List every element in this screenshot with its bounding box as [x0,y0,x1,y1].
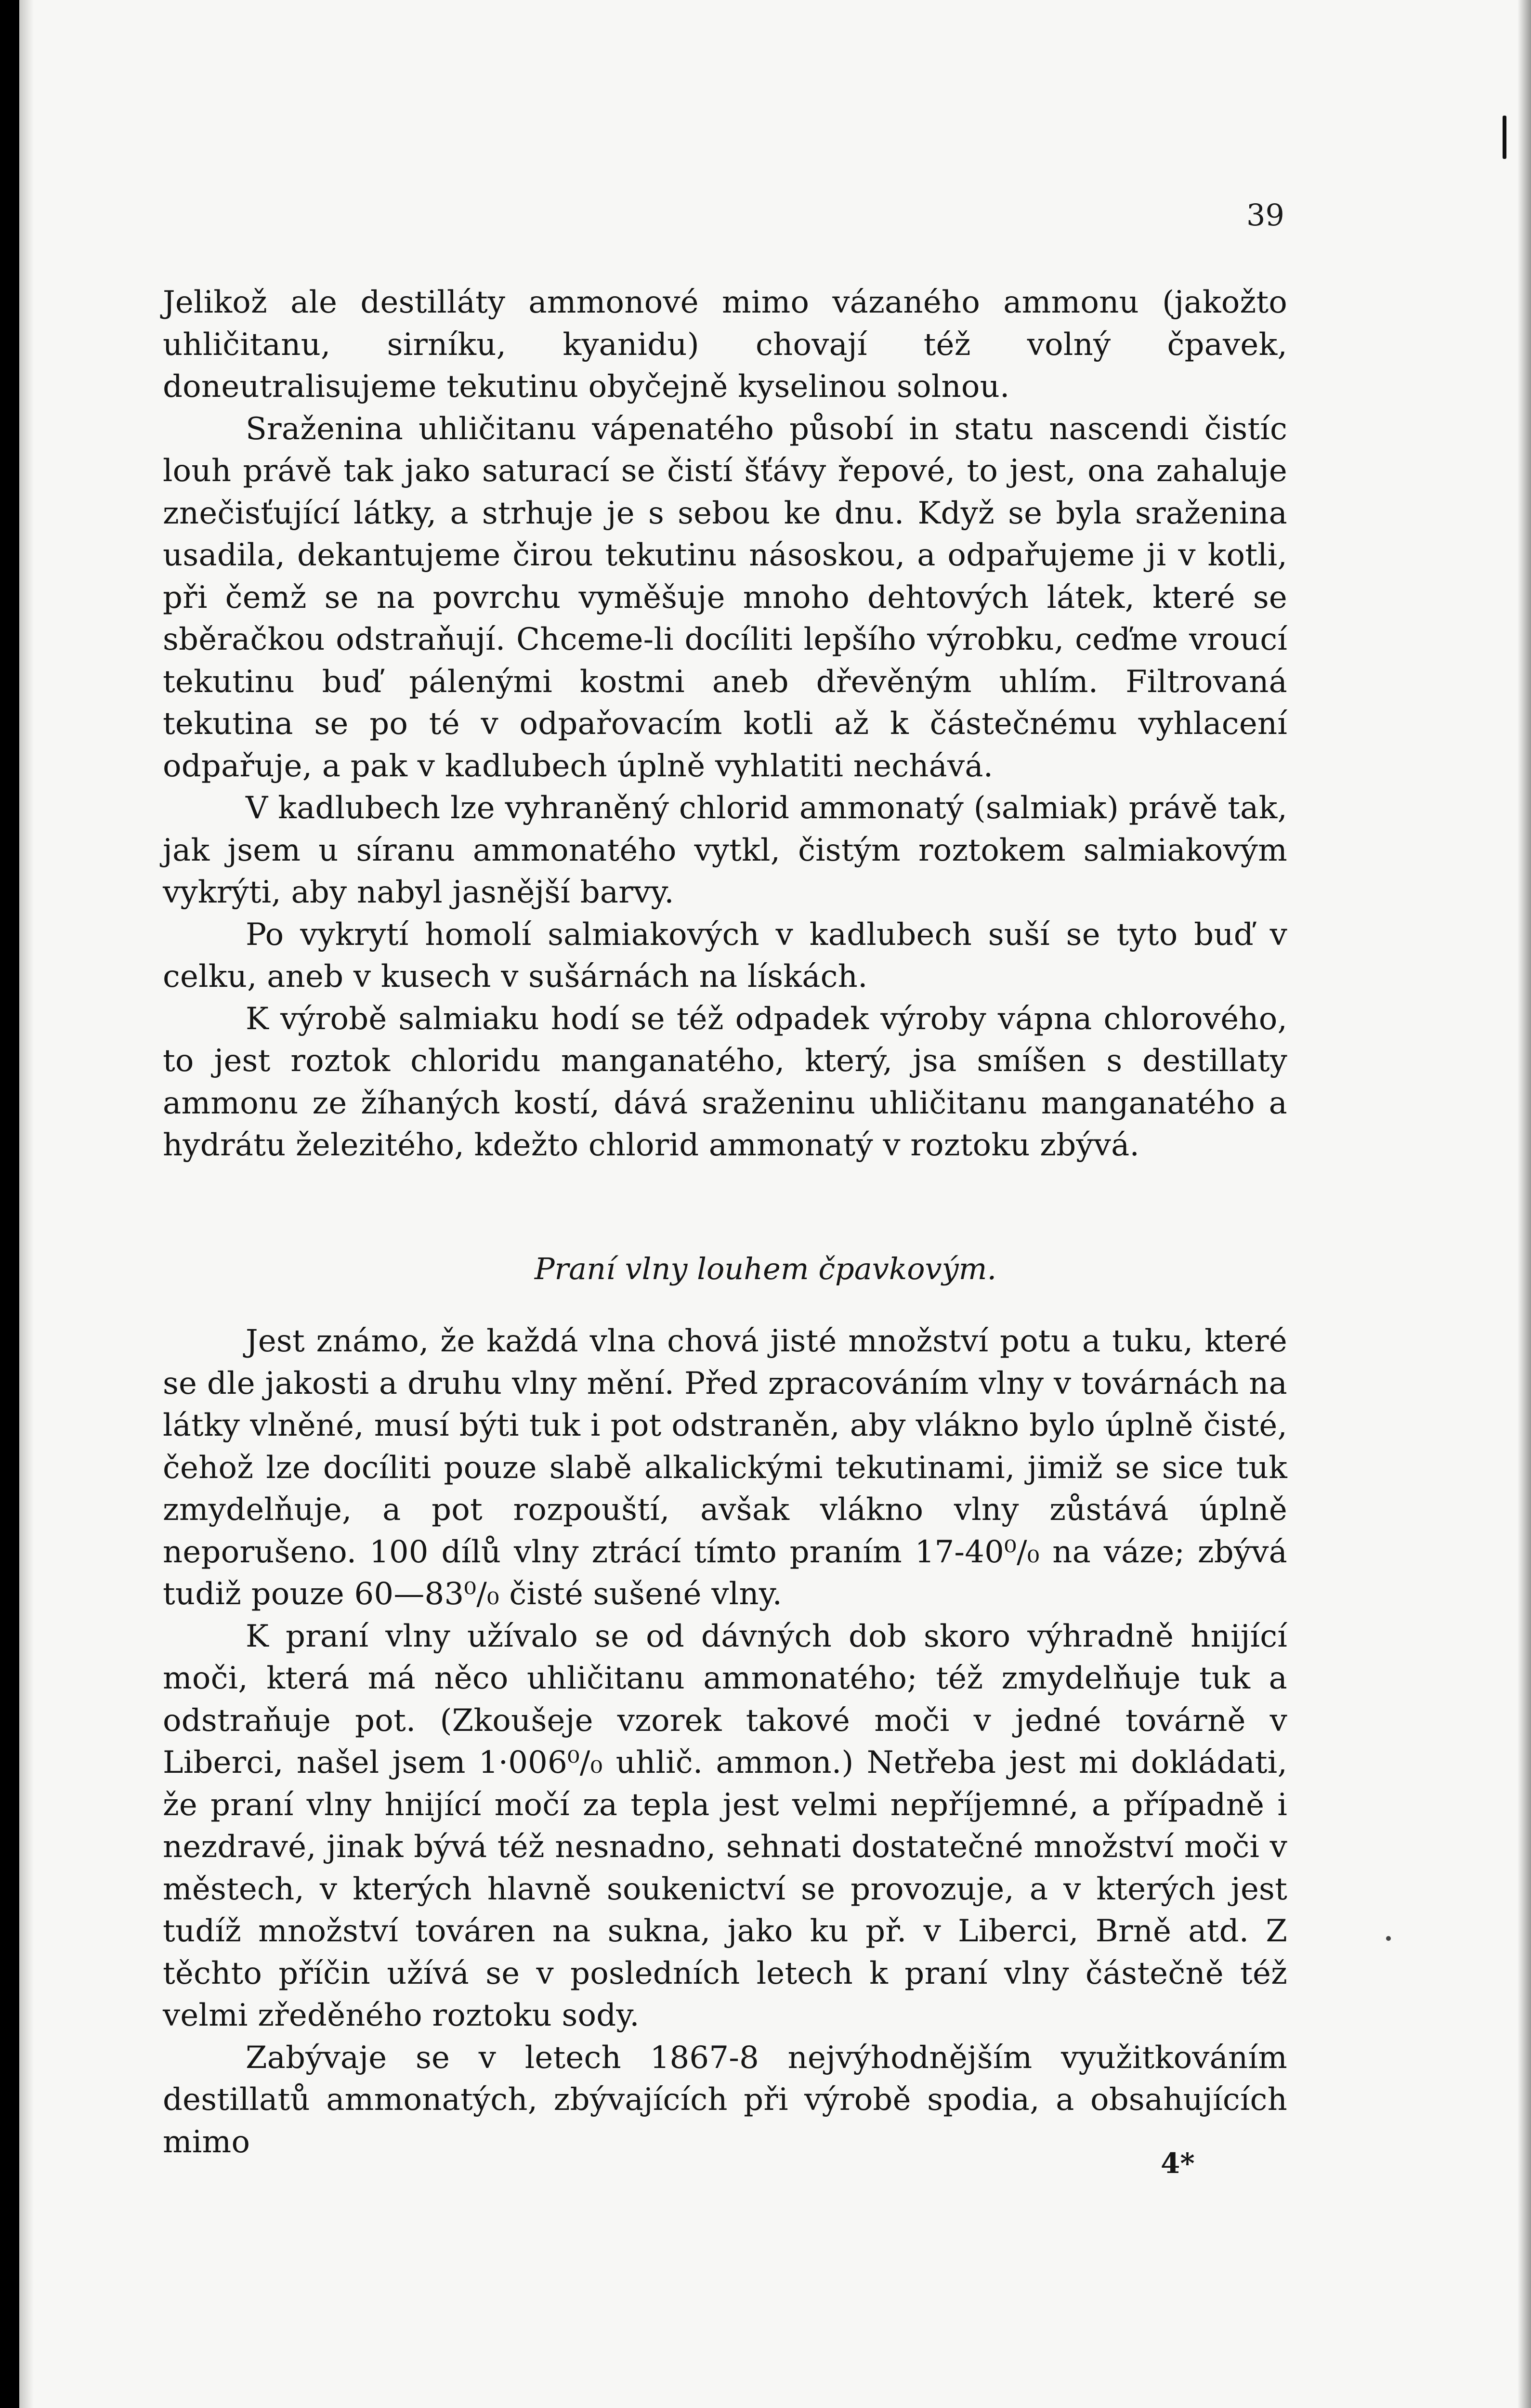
scan-mark [1503,116,1506,159]
paragraph: K výrobě salmiaku hodí se též odpadek výroby vápna chlorového, to jest roztok chloridu manganatého, který, jsa smíšen s destillaty ammonu ze žíhaných kostí, dává sraženinu uhličitanu manganatého a hydrátu železitého, kdežto chlorid ammonatý v roztoku zbývá. [163,1001,1287,1163]
text-block-lower [163,1321,1287,2163]
paragraph: Jelikož ale destilláty ammonové mimo vázaného ammonu (jakožto uhličitanu, sirníku, kyanidu) chovají též volný čpavek, doneutralisujeme tekutinu obyčejně kyselinou solnou. [163,285,1287,405]
paper-speck [1386,1936,1391,1941]
page-right-edge [1518,0,1531,2408]
paragraph: Po vykrytí homolí salmiakových v kadlubech suší se tyto buď v celku, aneb v kusech v sušárnách na lískách. [163,916,1287,995]
paragraph: Sraženina uhličitanu vápenatého působí in statu nascendi čistíc louh právě tak jako saturací se čistí šťávy řepové, to jest, ona zahaluje znečisťující látky, a strhuje je s sebou ke dnu. Když se byla sraženina usadila, dekantujeme čirou tekutinu násoskou, a odpařujeme ji v kotli, při čemž se na povrchu vyměšuje mnoho dehtových látek, které se sběračkou odstraňují. Chceme-li docíliti lepšího výrobku, ceďme vroucí tekutinu buď pálenými kostmi aneb dřevěným uhlím. Filtrovaná tekutina se po té v odpařovacím kotli až k částečnému vyhlacení odpařuje, a pak v kadlubech úplně vyhlatiti nechává. [163,411,1287,784]
page-number: 39 [1246,197,1284,233]
section-heading: Praní vlny louhem čpavkovým. [534,1251,997,1286]
paragraph: K praní vlny užívalo se od dávných dob skoro výhradně hnijící moči, která má něco uhličitanu ammonatého; též zmydelňuje tuk a odstraňuje pot. (Zkoušeje vzorek takové moči v jedné továrně v Liberci, našel jsem 1·006⁰/₀ uhlič. ammon.) Netřeba jest mi dokládati, že praní vlny hnijící močí za tepla jest velmi nepříjemné, a případně i nezdravé, jinak bývá též nesnadno, sehnati dostatečné množství moči v městech, v kterých hlavně soukenictví se provozuje, a v kterých jest tudíž množství továren na sukna, jako ku př. v Liberci, Brně atd. Z těchto příčin užívá se v posledních letech k praní vlny částečně též velmi zředěného roztoku sody. [163,1618,1287,2033]
paragraph: Jest známo, že každá vlna chová jisté množství potu a tuku, které se dle jakosti a druhu vlny mění. Před zpracováním vlny v továrnách na látky vlněné, musí býti tuk i pot odstraněn, aby vlákno bylo úplně čisté, čehož lze docíliti pouze slabě alkalickými tekutinami, jimiž se sice tuk zmydelňuje, a pot rozpouští, avšak vlákno vlny zůstává úplně neporušeno. 100 dílů vlny ztrácí tímto praním 17-40⁰/₀ na váze; zbývá tudiž pouze 60—83⁰/₀ čisté sušené vlny. [163,1323,1287,1612]
paragraph: V kadlubech lze vyhraněný chlorid ammonatý (salmiak) právě tak, jak jsem u síranu ammonatého vytkl, čistým roztokem salmiakovým vykrýti, aby nabyl jasnější barvy. [163,790,1287,910]
text-block-upper [163,282,1287,1167]
page-gutter-shadow [19,0,34,2408]
paragraph: Zabývaje se v letech 1867-8 nejvýhodnějším využitkováním destillatů ammonatých, zbývajících při výrobě spodia, a obsahujících mimo [163,2040,1287,2160]
signature-mark: 4* [1161,2147,1195,2180]
